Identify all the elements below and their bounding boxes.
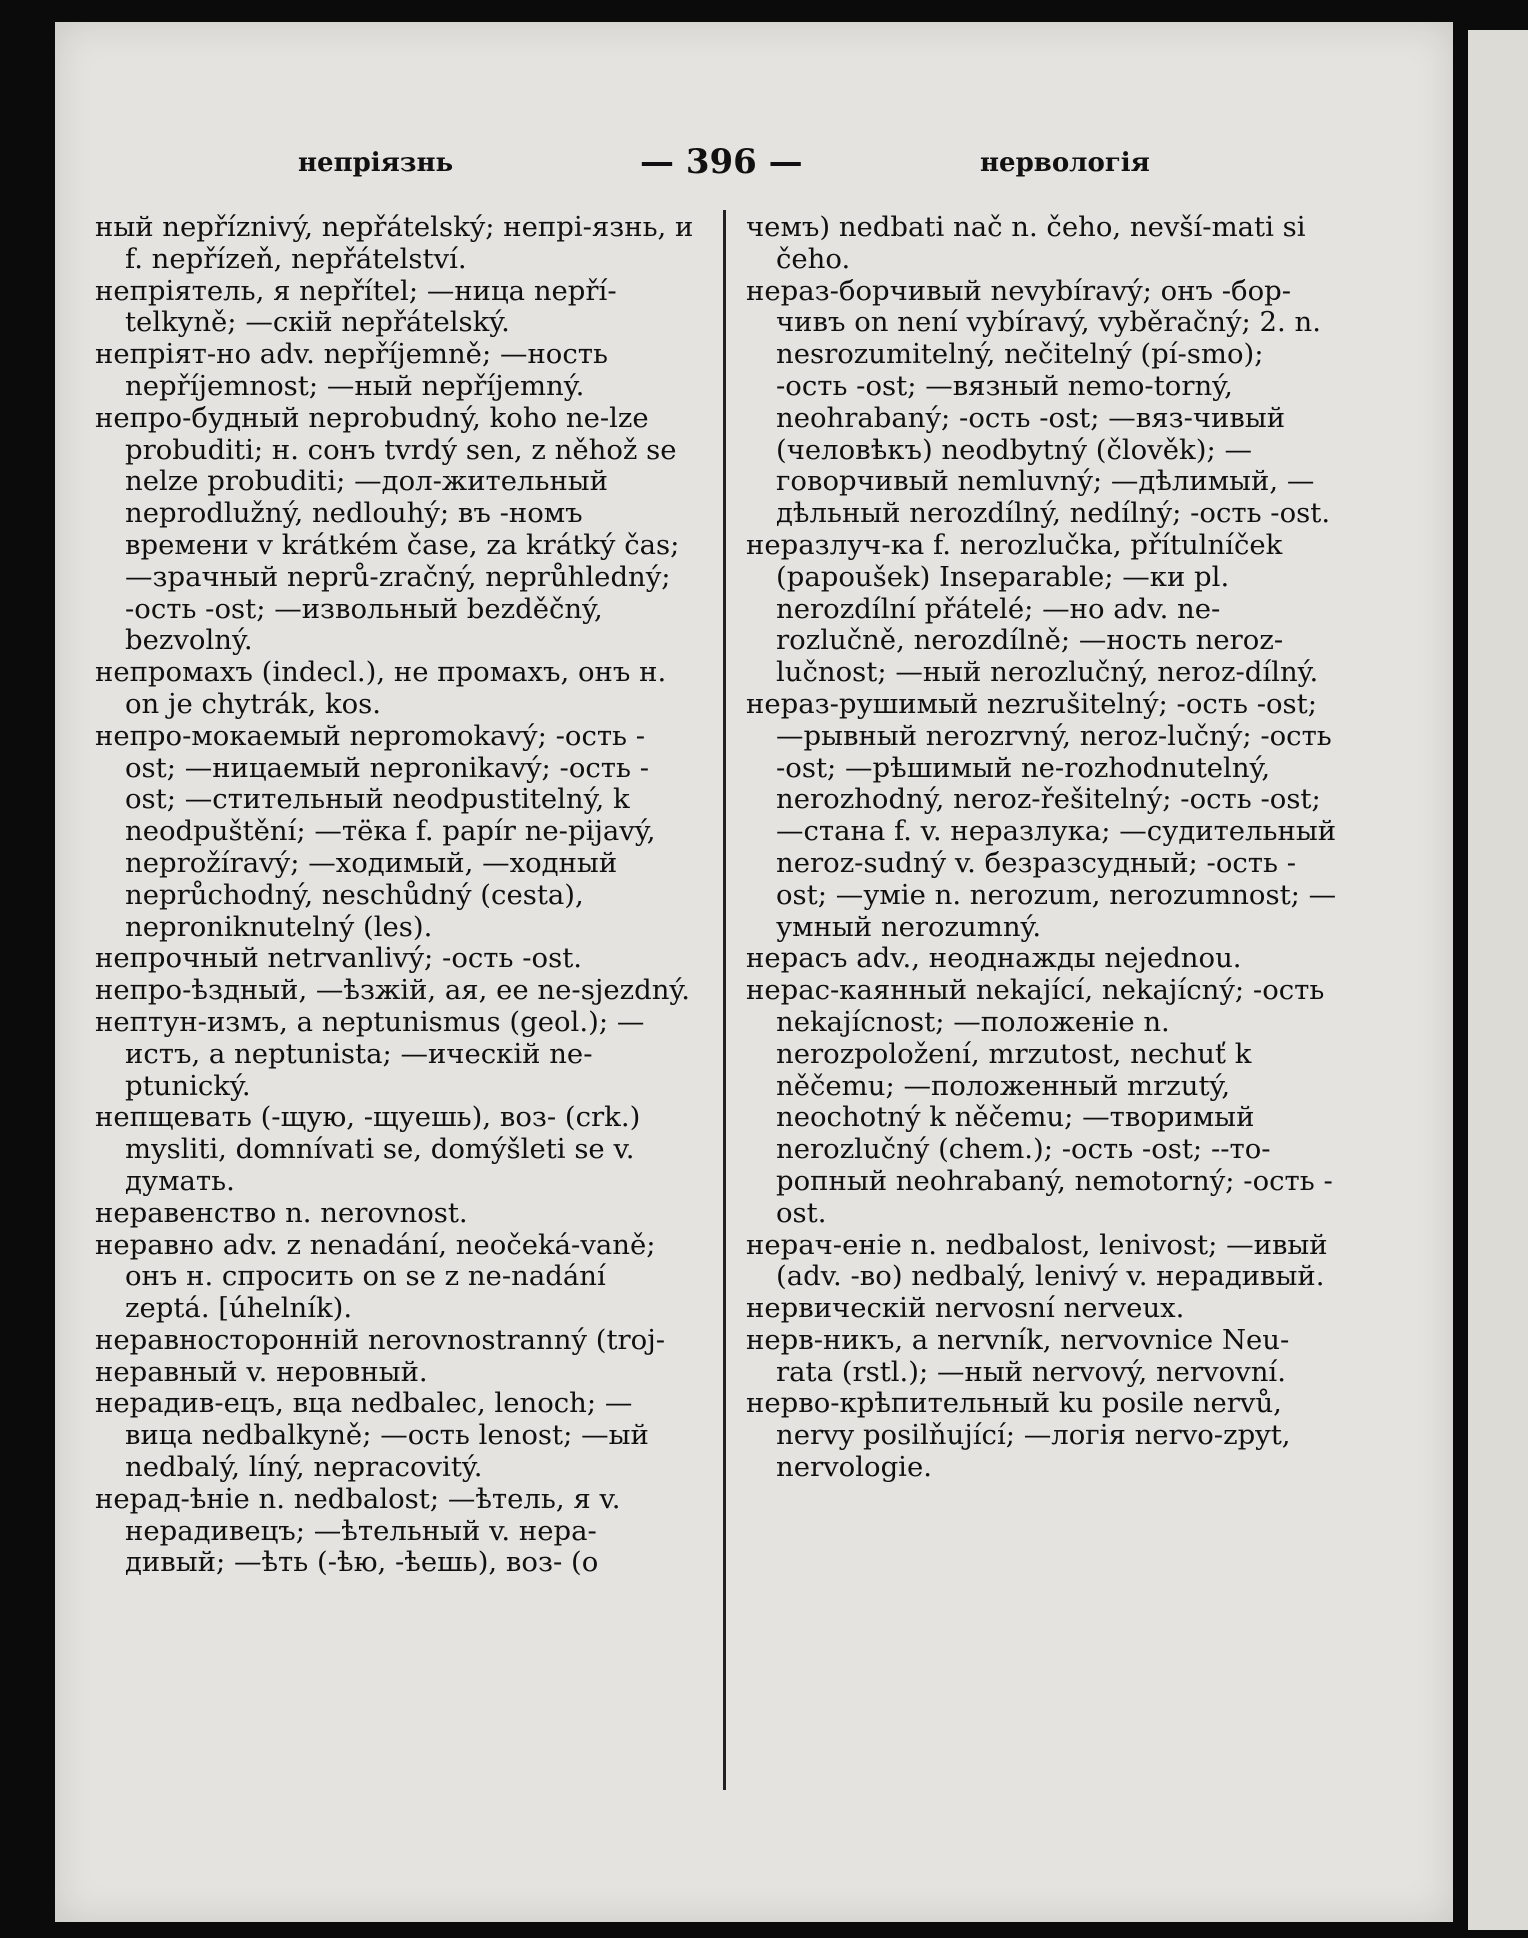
adjacent-page-edge xyxy=(1468,30,1528,1930)
dictionary-entry: нераз-рушимый nezrušitelný; -ость -ost; —рывный nerozrvný, neroz-lučný; -ость -ost; —рѣшимый ne-rozhodnutelný, nerozhodný, neroz-řešitelný; -ость -ost; —стана f. v. неразлука; —судительный neroz-sudný v. безразсудный; -ость -ost; —уміе n. nerozum, nerozumnost; —умный nerozumný. xyxy=(746,687,1337,943)
dictionary-entry: неравно adv. z nenadání, neočeká-vaně; онъ н. спросить on se z ne-nadání zeptá. [úhelník). xyxy=(95,1228,656,1325)
dictionary-entry: нерас-каянный nekající, nekajícný; -ость nekajícnost; —положеніе n. nerozpoložení, mrzutost, nechuť k něčemu; —положенный mrzutý, neochotný k něčemu; —творимый nerozlučný (chem.); -ость -ost; --то-ропный neohrabaný, nemotorný; -ость -ost. xyxy=(746,974,1333,1229)
dictionary-entry: нерач-еніе n. nedbalost, lenivost; —ивый (adv. -во) nedbalý, lenivý v. нерадивый. xyxy=(746,1228,1328,1293)
page-header xyxy=(0,142,1528,188)
dictionary-entry: неравносторонній nerovnostranný (troj- xyxy=(95,1323,666,1356)
dictionary-entry: непро-ѣздный, —ѣзжій, ая, ее ne-sjezdný. xyxy=(95,974,691,1007)
dictionary-entry: ный nepříznivý, nepřátelský; непрі-язнь, и f. nepřízeň, nepřátelství. xyxy=(95,211,694,275)
dictionary-entry: нерасъ adv., неоднажды nejednou. xyxy=(746,942,1242,975)
dictionary-entry: непрочный netrvanlivý; -ость -ost. xyxy=(95,942,582,975)
dictionary-entry: неразлуч-ка f. nerozlučka, přítulníček (papoušek) Inseparable; —ки pl. nerozdílní přátelé; —но adv. ne-rozlučně, nerozdílně; —ность neroz-lučnost; —ный nerozlučný, neroz-dílný. xyxy=(746,528,1319,689)
dictionary-entry: непріят-но adv. nepříjemně; —ность nepříjemnost; —ный nepříjemný. xyxy=(95,338,608,402)
column-divider xyxy=(723,210,726,1790)
dictionary-entry: неравенство n. nerovnost. xyxy=(95,1196,468,1229)
dictionary-entry: нерво-крѣпительный ku posile nervů, nervy posilňující; —логія nervo-zpyt, nervologie. xyxy=(746,1387,1291,1484)
dictionary-entry: нептун-измъ, а neptunismus (geol.); —истъ, а neptunista; —ическій ne-ptunický. xyxy=(95,1005,645,1102)
left-column xyxy=(95,212,695,1579)
dictionary-entry: нерад-ѣніе n. nedbalost; —ѣтель, я v. нерадивецъ; —ѣтельный v. нера-дивый; —ѣть (-ѣю, -ѣешь), воз- (о xyxy=(95,1482,621,1579)
dictionary-entry: неравный v. неровный. xyxy=(95,1355,428,1388)
page-number: — 396 — xyxy=(640,142,803,182)
dictionary-entry: чемъ) nedbati nač n. čeho, nevší-mati si čeho. xyxy=(746,211,1306,275)
dictionary-entry: непромахъ (indecl.), не промахъ, онъ н. on je chytrák, kos. xyxy=(95,656,667,720)
header-right-guide-word: нервологія xyxy=(980,148,1150,178)
dictionary-entry: нерв-никъ, а nervník, nervovnice Neu-rata (rstl.); —ный nervový, nervovní. xyxy=(746,1323,1290,1388)
dictionary-entry: нерадив-ецъ, вца nedbalec, lenoch; —вица nedbalkyně; —ость lenost; —ый nedbalý, líný, nepracovitý. xyxy=(95,1387,649,1484)
dictionary-entry: нераз-борчивый nevybíravý; онъ -бор-чивъ on není vybíravý, vyběračný; 2. n. nesrozumitelný, nečitelný (pí-smo); -ость -ost; —вязный nemo-torný, neohrabaný; -ость -ost; —вяз-чивый (человѣкъ) neodbytný (člověk); —говорчивый nemluvný; —дѣлимый, —дѣльный nerozdílný, nedílný; -ость -ost. xyxy=(746,274,1331,530)
dictionary-entry: нервическій nervosní nerveux. xyxy=(746,1292,1185,1325)
dictionary-entry: непщевать (-щую, -щуешь), воз- (crk.) mysliti, domnívati se, domýšleti se v. думать. xyxy=(95,1101,641,1197)
dictionary-entry: непро-будный neprobudný, koho ne-lze probuditi; н. сонъ tvrdý sen, z něhož se nelze probuditi; —дол-жительный neprodlužný, nedlouhý; въ -номъ времени v krátkém čase, za krátký čas; —зрачный neprů-zračný, neprůhledný; -ость -ost; —извольный bezděčný, bezvolný. xyxy=(95,401,680,657)
dictionary-entry: непріятель, я nepřítel; —ница nepří-telkyně; —скій nepřátelský. xyxy=(95,274,617,339)
header-left-guide-word: непріязнь xyxy=(298,148,454,178)
right-column xyxy=(746,212,1342,1484)
dictionary-entry: непро-мокаемый nepromokavý; -ость -ost; —ницаемый nepronikavý; -ость -ost; —стительный neodpustitelný, k neodpuštění; —тёка f. papír ne-pijavý, neprožíravý; —ходимый, —ходный neprůchodný, neschůdný (cesta), neproniknutelný (les). xyxy=(95,719,656,943)
